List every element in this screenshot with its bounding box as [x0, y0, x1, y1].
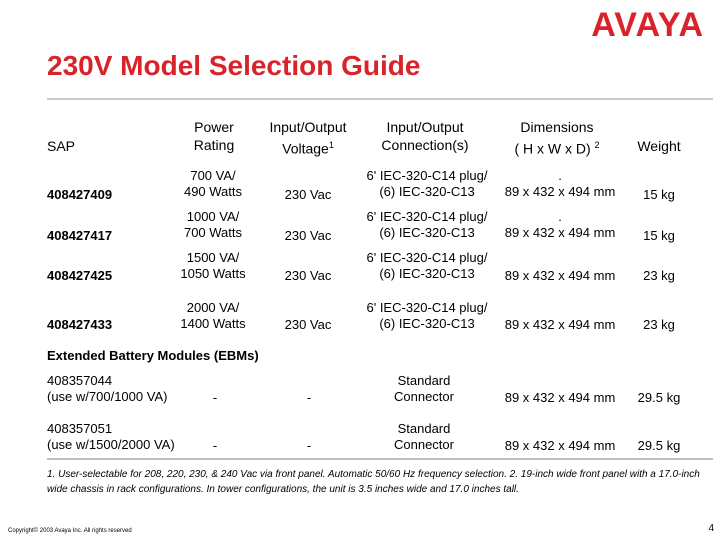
row-connection-line1: 6' IEC-320-C14 plug/: [366, 250, 488, 265]
row-weight: 15 kg: [643, 228, 675, 243]
ebm-dimensions: 89 x 432 x 494 mm: [504, 390, 616, 405]
ebm-sap-usage: (use w/1500/2000 VA): [47, 437, 175, 452]
row-dimensions-value: 89 x 432 x 494 mm: [504, 225, 616, 240]
row-power: [168, 250, 258, 282]
ebm-connection: [354, 373, 494, 405]
row-power-watts: 1050 Watts: [180, 266, 246, 281]
row-power-va: 700 VA/: [190, 168, 236, 183]
header-dimensions-text: ( H x W x D): [514, 140, 591, 157]
ebm-voltage: -: [306, 390, 312, 405]
ebm-weight: 29.5 kg: [637, 438, 681, 453]
ebm-power: -: [212, 438, 218, 453]
footnote-marker-1: 1: [328, 140, 334, 150]
page-title: 230V Model Selection Guide: [47, 50, 421, 81]
ebm-sap-number: 408357044: [47, 373, 113, 388]
header-power: [176, 118, 252, 154]
row-weight: 23 kg: [643, 317, 675, 332]
row-connection: [354, 209, 500, 241]
ebm-dimensions: 89 x 432 x 494 mm: [504, 438, 616, 453]
row-connection-line2: (6) IEC-320-C13: [379, 266, 475, 281]
row-dimensions: [498, 168, 622, 200]
row-power-va: 2000 VA/: [186, 300, 240, 315]
ebm-sap-number: 408357051: [47, 421, 113, 436]
ebm-sap: [47, 421, 175, 453]
row-power-watts: 490 Watts: [183, 184, 243, 199]
row-connection: [354, 250, 500, 282]
row-sap: 408427425: [47, 268, 113, 283]
row-dimensions: 89 x 432 x 494 mm: [504, 268, 616, 283]
row-power-va: 1500 VA/: [186, 250, 240, 265]
header-io-connection-line1: Input/Output: [386, 119, 464, 135]
header-io-voltage-line2: [252, 136, 364, 158]
row-weight: 23 kg: [643, 268, 675, 283]
title-divider: [47, 98, 713, 100]
header-io-voltage-text: Voltage: [282, 140, 329, 157]
footnote-divider: [47, 458, 713, 460]
row-connection-line1: 6' IEC-320-C14 plug/: [366, 168, 488, 183]
row-power-watts: 700 Watts: [183, 225, 243, 240]
copyright-notice: Copyright© 2003 Avaya Inc. All rights reserved: [8, 528, 132, 534]
row-connection: [354, 168, 500, 200]
ebm-connection-line1: Standard: [397, 373, 451, 388]
row-sap: 408427409: [47, 187, 113, 202]
row-dimensions: 89 x 432 x 494 mm: [504, 317, 616, 332]
row-voltage: 230 Vac: [284, 228, 332, 243]
row-power-watts: 1400 Watts: [180, 316, 246, 331]
row-connection-line1: 6' IEC-320-C14 plug/: [366, 300, 488, 315]
ebm-connection-line2: Connector: [394, 437, 454, 452]
ebm-sap-usage: (use w/700/1000 VA): [47, 389, 168, 404]
ebm-voltage: -: [306, 438, 312, 453]
row-sap: 408427433: [47, 317, 113, 332]
page-number: 4: [708, 523, 714, 534]
header-weight: Weight: [637, 138, 681, 154]
row-dimensions: [498, 209, 622, 241]
row-dimensions-dot: .: [558, 209, 562, 224]
ebm-sap: [47, 373, 167, 405]
footnote-marker-2: 2: [594, 140, 600, 150]
header-io-voltage-line1: Input/Output: [269, 119, 347, 135]
header-power-line1: Power: [194, 119, 234, 135]
header-io-connection-line2: Connection(s): [381, 137, 469, 153]
row-weight: 15 kg: [643, 187, 675, 202]
row-dimensions-dot: .: [558, 168, 562, 183]
ebm-connection: [354, 421, 494, 453]
row-connection-line1: 6' IEC-320-C14 plug/: [366, 209, 488, 224]
row-connection-line2: (6) IEC-320-C13: [379, 225, 475, 240]
header-power-line2: Rating: [193, 137, 235, 153]
ebm-connection-line2: Connector: [394, 389, 454, 404]
header-dimensions-line1: Dimensions: [520, 119, 594, 135]
row-power: [168, 209, 258, 241]
ebm-connection-line1: Standard: [397, 421, 451, 436]
row-voltage: 230 Vac: [284, 317, 332, 332]
avaya-logo: AVAYA: [591, 6, 704, 44]
row-power-va: 1000 VA/: [186, 209, 240, 224]
ebm-weight: 29.5 kg: [637, 390, 681, 405]
row-sap: 408427417: [47, 228, 113, 243]
row-voltage: 230 Vac: [284, 187, 332, 202]
row-power: [168, 168, 258, 200]
header-io-voltage: [252, 118, 364, 158]
row-voltage: 230 Vac: [284, 268, 332, 283]
header-io-connection: [360, 118, 490, 154]
ebm-heading: Extended Battery Modules (EBMs): [47, 348, 259, 363]
header-dimensions: [498, 118, 616, 158]
header-dimensions-line2: [498, 136, 616, 158]
row-power: [168, 300, 258, 332]
header-sap: SAP: [47, 138, 76, 154]
footnotes: 1. User-selectable for 208, 220, 230, & 240 Vac via front panel. Automatic 50/60 Hz frequency selection. 2. 19-inch wide front panel with a 17.0-inch wide chassis in rack configurations. In tower configurations, the unit is 3.5 inches wide and 17.0 inches tall.: [47, 469, 700, 495]
ebm-power: -: [212, 390, 218, 405]
row-connection-line2: (6) IEC-320-C13: [379, 184, 475, 199]
row-connection: [354, 300, 500, 332]
row-dimensions-value: 89 x 432 x 494 mm: [504, 184, 616, 199]
row-connection-line2: (6) IEC-320-C13: [379, 316, 475, 331]
